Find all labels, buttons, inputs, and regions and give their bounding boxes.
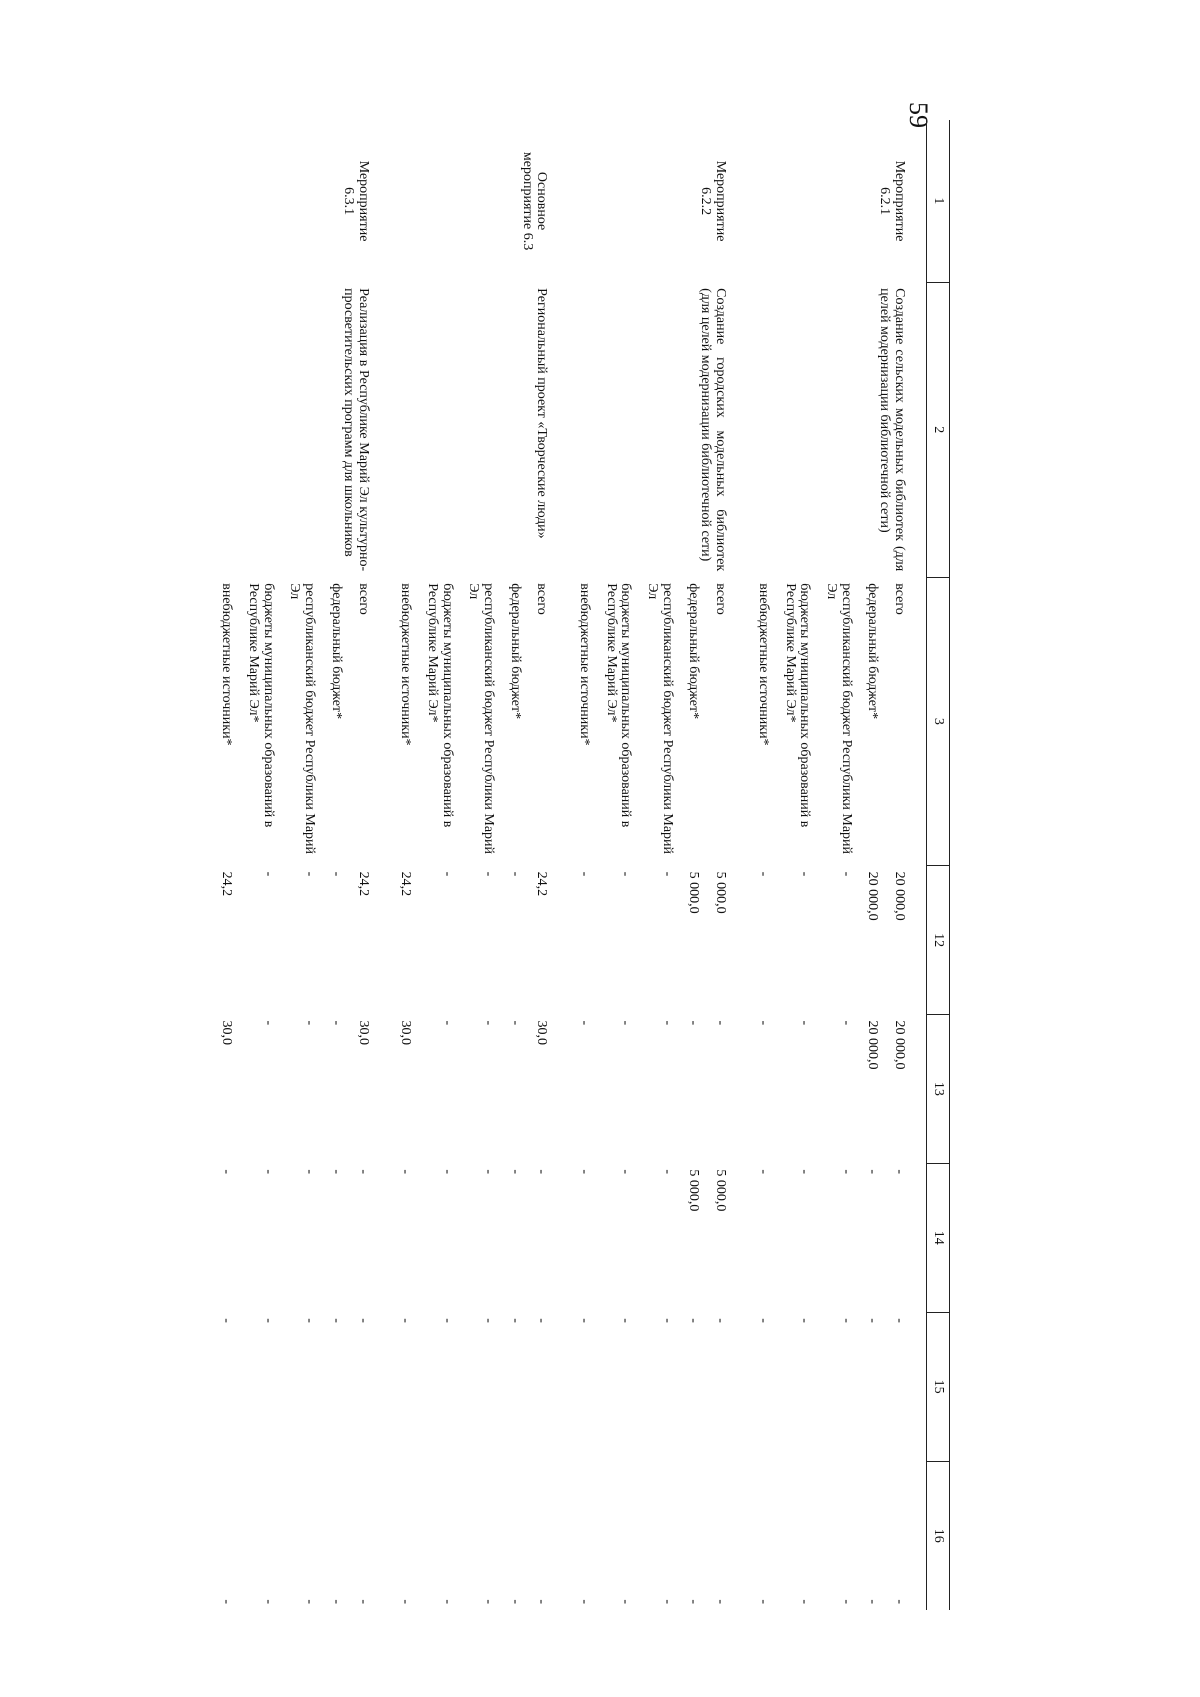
measure-name: Региональный проект «Творческие люди» xyxy=(534,288,550,539)
value-16: - xyxy=(865,1599,881,1604)
value-12: 20 000,0 xyxy=(892,871,907,921)
funding-source: бюджеты муниципальных образований в Республике Марий Эл* xyxy=(782,583,813,828)
value-15: - xyxy=(686,1318,702,1323)
value-16: - xyxy=(755,1599,771,1604)
funding-source: всего xyxy=(355,583,371,615)
value-15: - xyxy=(219,1318,235,1323)
value-12: 24,2 xyxy=(534,871,550,897)
value-14: - xyxy=(659,1169,675,1175)
header-col-14: 14 xyxy=(927,1163,950,1312)
value-16: - xyxy=(328,1599,344,1604)
value-16: - xyxy=(686,1599,702,1604)
value-15: - xyxy=(260,1318,276,1323)
value-16: - xyxy=(892,1599,907,1604)
value-15: - xyxy=(838,1318,854,1323)
value-15: - xyxy=(659,1318,675,1323)
value-13: - xyxy=(507,1020,523,1026)
value-14: - xyxy=(219,1169,235,1175)
value-14: - xyxy=(892,1169,907,1175)
value-14: - xyxy=(328,1169,344,1175)
measure-id: Мероприятие 6.2.1 xyxy=(877,160,907,242)
value-13: - xyxy=(577,1020,593,1026)
value-14: - xyxy=(398,1169,414,1175)
value-15: - xyxy=(398,1318,414,1323)
value-13: - xyxy=(328,1020,344,1026)
value-12: - xyxy=(659,871,675,877)
value-13: 20 000,0 xyxy=(865,1020,881,1070)
value-12: - xyxy=(302,871,318,877)
value-12: - xyxy=(507,871,523,877)
value-14: 5 000,0 xyxy=(686,1169,702,1212)
value-15: - xyxy=(534,1318,550,1323)
funding-source: республиканский бюджет Республики Марий Эл xyxy=(287,583,318,855)
value-12: - xyxy=(577,871,593,877)
value-16: - xyxy=(260,1599,276,1604)
funding-source: бюджеты муниципальных образований в Республике Марий Эл* xyxy=(246,583,276,828)
value-16: - xyxy=(219,1599,235,1604)
value-16: - xyxy=(577,1599,593,1604)
value-14: - xyxy=(865,1169,881,1175)
value-13: - xyxy=(618,1020,634,1026)
value-13: 20 000,0 xyxy=(892,1020,907,1070)
value-12: 24,2 xyxy=(219,871,235,897)
value-15: - xyxy=(865,1318,881,1323)
value-12: 20 000,0 xyxy=(865,871,881,921)
value-13: - xyxy=(838,1020,854,1026)
funding-source: всего xyxy=(892,583,907,615)
value-13: - xyxy=(797,1020,813,1026)
value-12: 5 000,0 xyxy=(713,871,729,914)
value-16: - xyxy=(302,1599,318,1604)
value-16: - xyxy=(659,1599,675,1604)
value-13: - xyxy=(260,1020,276,1026)
funding-source: федеральный бюджет* xyxy=(686,583,702,720)
value-13: - xyxy=(302,1020,318,1026)
funding-source: республиканский бюджет Республики Марий Эл xyxy=(466,583,496,855)
funding-source: внебюджетные источники* xyxy=(398,583,414,746)
value-12: - xyxy=(439,871,455,877)
value-14: - xyxy=(439,1169,455,1175)
table-body xyxy=(211,120,927,1610)
header-col-3: 3 xyxy=(927,577,950,865)
value-13: - xyxy=(439,1020,455,1026)
value-15: - xyxy=(302,1318,318,1323)
value-14: - xyxy=(302,1169,318,1175)
value-16: - xyxy=(398,1599,414,1604)
measure-id: Мероприятие 6.3.1 xyxy=(340,160,371,242)
value-15: - xyxy=(507,1318,523,1323)
funding-source: республиканский бюджет Республики Марий Эл xyxy=(645,583,675,855)
value-15: - xyxy=(439,1318,455,1323)
header-col-12: 12 xyxy=(927,866,950,1015)
value-14: - xyxy=(618,1169,634,1175)
value-14: - xyxy=(260,1169,276,1175)
measure-name: Реализация в Республике Марий Эл культурно-просветительских программ для школьников xyxy=(340,288,371,572)
value-15: - xyxy=(618,1318,634,1323)
funding-source: бюджеты муниципальных образований в Республике Марий Эл* xyxy=(603,583,634,828)
value-15: - xyxy=(577,1318,593,1323)
value-12: - xyxy=(328,871,344,877)
funding-source: внебюджетные источники* xyxy=(577,583,593,746)
value-16: - xyxy=(534,1599,550,1604)
value-14: - xyxy=(797,1169,813,1175)
header-col-16: 16 xyxy=(927,1461,950,1610)
value-15: - xyxy=(481,1318,496,1323)
measure-name: Создание городских модельных библиотек (для целей модернизации библиотечной сети) xyxy=(698,288,729,572)
value-12: - xyxy=(260,871,276,877)
measure-id: Основное мероприятие 6.3 xyxy=(519,151,550,251)
value-12: 24,2 xyxy=(355,871,371,897)
value-15: - xyxy=(892,1318,907,1323)
value-16: - xyxy=(838,1599,854,1604)
rotated-table-region xyxy=(190,120,950,1610)
funding-source: всего xyxy=(713,583,729,615)
header-col-15: 15 xyxy=(927,1312,950,1461)
funding-source: бюджеты муниципальных образований в Республике Марий Эл* xyxy=(424,583,455,828)
funding-source: федеральный бюджет* xyxy=(507,583,523,720)
table-row xyxy=(347,120,390,1610)
value-14: - xyxy=(577,1169,593,1175)
value-13: 30,0 xyxy=(398,1020,414,1045)
value-15: - xyxy=(355,1318,371,1323)
funding-source: федеральный бюджет* xyxy=(865,583,881,720)
value-14: - xyxy=(838,1169,854,1175)
funding-source: республиканский бюджет Республики Марий Эл xyxy=(823,583,854,855)
value-12: 5 000,0 xyxy=(686,871,702,914)
value-14: - xyxy=(755,1169,771,1175)
value-15: - xyxy=(797,1318,813,1323)
value-13: 30,0 xyxy=(219,1020,235,1045)
header-row xyxy=(927,120,950,1610)
value-13: - xyxy=(713,1020,729,1026)
value-12: - xyxy=(755,871,771,877)
value-15: - xyxy=(328,1318,344,1323)
value-12: - xyxy=(838,871,854,877)
value-14: - xyxy=(481,1169,496,1175)
value-14: - xyxy=(507,1169,523,1175)
value-16: - xyxy=(797,1599,813,1604)
value-12: - xyxy=(618,871,634,877)
value-15: - xyxy=(713,1318,729,1323)
funding-source: всего xyxy=(534,583,550,615)
measure-name: Создание сельских модельных библиотек (для целей модернизации библиотечной сети) xyxy=(877,288,907,572)
value-14: - xyxy=(355,1169,371,1175)
value-13: - xyxy=(659,1020,675,1026)
value-16: - xyxy=(618,1599,634,1604)
table-row xyxy=(883,120,926,1610)
value-13: - xyxy=(481,1020,496,1026)
value-14: - xyxy=(534,1169,550,1175)
funding-source: внебюджетные источники* xyxy=(755,583,771,746)
value-13: - xyxy=(755,1020,771,1026)
measure-id: Мероприятие 6.2.2 xyxy=(698,160,729,242)
header-col-13: 13 xyxy=(927,1015,950,1164)
funding-source: внебюджетные источники* xyxy=(219,583,235,746)
header-col-2: 2 xyxy=(927,282,950,577)
table-row xyxy=(705,120,748,1610)
value-13: 30,0 xyxy=(534,1020,550,1045)
value-16: - xyxy=(713,1599,729,1604)
value-15: - xyxy=(755,1318,771,1323)
table-row xyxy=(526,120,569,1610)
value-12: 24,2 xyxy=(398,871,414,897)
page-number: 59 xyxy=(904,102,933,128)
value-16: - xyxy=(355,1599,371,1604)
value-14: 5 000,0 xyxy=(713,1169,729,1212)
funding-source: федеральный бюджет* xyxy=(328,583,344,720)
value-12: - xyxy=(481,871,496,877)
value-16: - xyxy=(439,1599,455,1604)
value-13: 30,0 xyxy=(355,1020,371,1045)
value-16: - xyxy=(507,1599,523,1604)
value-16: - xyxy=(481,1599,496,1604)
value-12: - xyxy=(797,871,813,877)
header-col-1: 1 xyxy=(927,120,950,282)
budget-table xyxy=(211,120,950,1610)
value-13: - xyxy=(686,1020,702,1026)
